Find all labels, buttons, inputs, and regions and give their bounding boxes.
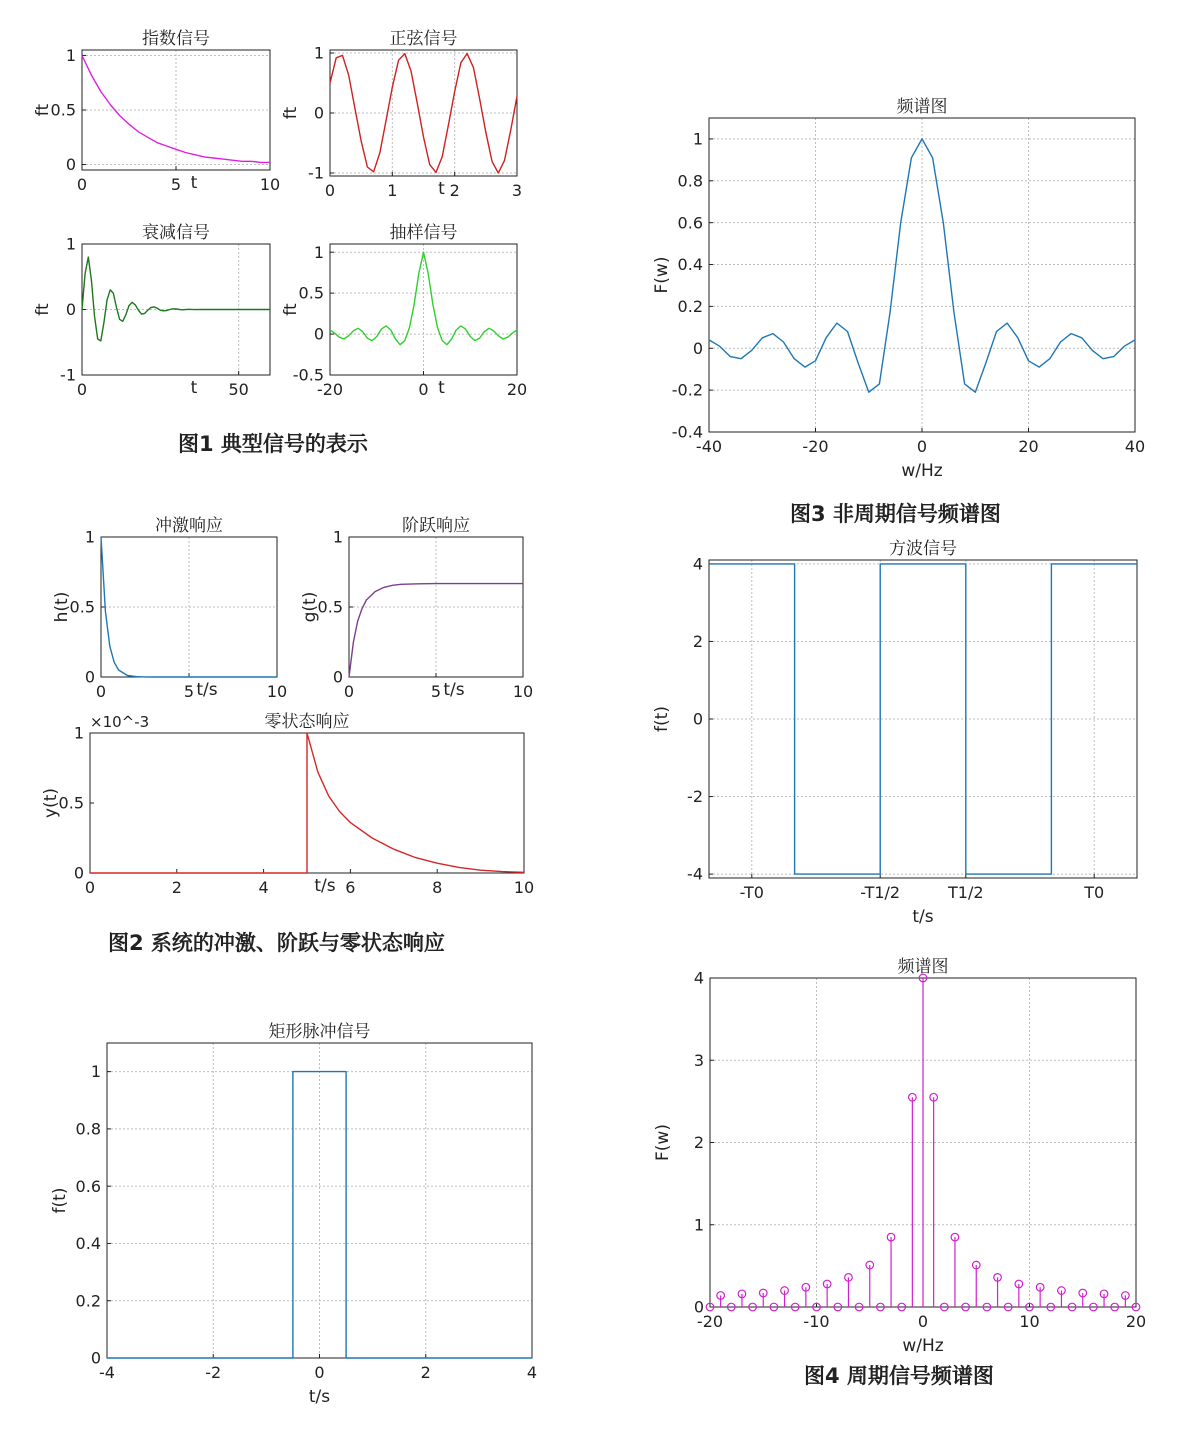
chart-title: 正弦信号 [389,29,458,49]
x-tick-label: T0 [1084,883,1105,902]
y-axis-label: F(w) [653,1124,673,1161]
x-tick-label: 0 [324,181,336,200]
x-tick-label: 0 [418,380,429,399]
x-tick-label: -20 [802,437,829,456]
chart-decay [33,223,270,399]
y-tick-label: 0.2 [75,1291,101,1311]
x-tick-label: 4 [526,1363,538,1382]
x-axis-label: t/s [912,907,934,927]
chart-impulse [52,516,287,701]
chart-title: 衰减信号 [142,223,210,243]
y-tick-label: 0.6 [75,1176,101,1196]
y-tick-label: 1 [90,1062,101,1082]
y-tick-label: -1 [308,163,324,183]
chart-step [300,516,533,701]
y-tick-label: 0.2 [677,297,703,316]
x-tick-label: 0 [314,1363,325,1382]
y-tick-label: -4 [687,864,703,884]
y-tick-label: 0 [313,324,324,344]
y-tick-label: 0.6 [677,213,703,233]
y-axis-label: y(t) [41,788,61,818]
chart-title: 方波信号 [889,539,957,559]
x-axis-label: w/Hz [901,461,943,481]
x-tick-label: 2 [420,1363,431,1382]
y-tick-label: 0 [65,155,76,175]
y-tick-label: 0 [692,338,703,358]
x-tick-label: 2 [449,181,460,200]
x-tick-label: 10 [512,682,534,701]
x-axis-label: t/s [314,876,336,896]
x-tick-label: 0 [76,175,88,194]
chart-rect [50,1022,537,1407]
y-axis-label: ft [281,303,301,316]
exponent-label: ×10^-3 [90,713,150,731]
chart-exp [33,29,280,194]
x-tick-label: 20 [1018,437,1039,456]
x-tick-label: -40 [695,437,723,456]
y-axis-label: ft [33,303,53,316]
series-line-0 [82,257,270,341]
y-tick-label: -0.5 [292,365,324,385]
y-axis-label: f(t) [50,1187,70,1214]
x-tick-label: 10 [266,682,288,701]
x-tick-label: 10 [1019,1312,1040,1331]
y-tick-label: 1 [73,723,84,743]
y-tick-label: 1 [693,1215,704,1235]
x-tick-label: 20 [1125,1312,1147,1331]
y-tick-label: 0.5 [50,100,76,120]
chart-title: 零状态响应 [264,712,350,732]
x-tick-label: 2 [171,878,182,897]
chart-title: 频谱图 [897,957,949,977]
x-tick-label: 40 [1124,437,1146,456]
x-tick-label: 0 [917,1312,929,1331]
x-tick-label: 6 [345,878,356,897]
y-tick-label: 0.5 [58,793,84,813]
x-tick-label: 0 [84,878,96,897]
x-tick-label: -20 [316,380,344,399]
y-tick-label: 1 [332,527,343,547]
x-tick-label: -4 [99,1363,115,1382]
x-tick-label: -20 [696,1312,724,1331]
x-tick-label: T1/2 [948,883,984,902]
x-tick-label: -T0 [739,883,764,902]
y-tick-label: 1 [313,242,324,262]
y-tick-label: 1 [313,43,324,63]
x-tick-label: -T1/2 [860,883,901,902]
chart-title: 指数信号 [142,29,210,49]
chart-title: 频谱图 [896,97,948,117]
x-tick-label: 5 [183,682,195,701]
fig4-caption: 图4 周期信号频谱图 [804,1364,994,1388]
y-tick-label: 0 [692,709,703,729]
x-tick-label: 4 [258,878,269,897]
x-tick-label: 10 [513,878,535,897]
y-tick-label: 0.4 [75,1234,101,1254]
x-axis-label: w/Hz [902,1336,944,1356]
chart-sine [281,29,522,200]
chart-stem [653,957,1146,1356]
chart-zerostate [41,712,534,897]
y-tick-label: 0 [693,1297,704,1317]
y-tick-label: 0.8 [75,1119,101,1139]
x-axis-label: t [438,378,445,398]
x-tick-label: 1 [387,181,398,200]
chart-title: 阶跃响应 [402,516,470,536]
y-tick-label: 0.5 [298,283,324,303]
chart-title: 抽样信号 [389,223,458,243]
y-axis-label: h(t) [52,591,72,623]
x-tick-label: 20 [506,380,528,399]
x-tick-label: 0 [343,682,355,701]
x-tick-label: -10 [803,1312,830,1331]
y-axis-label: g(t) [300,591,320,623]
y-axis-label: F(w) [652,256,672,294]
series-line-0 [90,733,524,873]
y-tick-label: 0 [65,300,76,320]
x-tick-label: 0 [916,437,928,456]
y-tick-label: 0 [84,667,95,687]
series-line-0 [330,252,517,345]
y-tick-label: 0.8 [677,171,703,191]
y-tick-label: -0.2 [671,380,703,400]
fig2-caption: 图2 系统的冲激、阶跃与零状态响应 [108,931,445,955]
x-tick-label: 10 [259,175,281,194]
y-tick-label: 1 [65,234,76,254]
fig1-caption: 图1 典型信号的表示 [178,432,368,456]
chart-title: 冲激响应 [155,516,223,536]
y-tick-label: 1 [65,46,76,66]
y-tick-label: 2 [692,632,703,652]
chart-title: 矩形脉冲信号 [268,1022,371,1042]
x-tick-label: 50 [228,380,249,399]
y-tick-label: 0.5 [317,597,343,617]
y-tick-label: 0 [90,1348,101,1368]
y-tick-label: 0 [73,863,84,883]
y-axis-label: ft [281,106,301,120]
x-tick-label: 3 [511,181,523,200]
x-tick-label: 5 [170,175,182,194]
x-axis-label: t/s [443,680,465,700]
x-tick-label: 5 [430,682,442,701]
y-tick-label: -1 [60,365,76,385]
chart-spectrum [652,97,1145,481]
y-tick-label: 0 [313,103,324,123]
x-tick-label: 8 [432,878,443,897]
x-axis-label: t [190,378,198,398]
y-tick-label: 0 [332,667,343,687]
y-axis-label: f(t) [652,706,672,732]
y-tick-label: 1 [84,527,95,547]
y-tick-label: -0.4 [671,422,703,442]
y-tick-label: 4 [693,968,704,988]
fig3-caption: 图3 非周期信号频谱图 [790,502,1001,526]
y-tick-label: 4 [692,554,703,574]
x-tick-label: -2 [205,1363,222,1382]
chart-square [652,539,1137,927]
x-axis-label: t/s [308,1387,331,1407]
y-axis-label: ft [33,103,53,117]
chart-sa [281,223,527,399]
y-tick-label: 0.4 [677,255,703,275]
x-axis-label: t [438,179,445,199]
x-tick-label: 0 [76,380,88,399]
x-tick-label: 0 [95,682,107,701]
x-axis-label: t [190,173,198,193]
y-tick-label: 3 [693,1050,704,1070]
y-tick-label: 0.5 [69,597,95,617]
y-tick-label: -2 [687,787,703,807]
y-tick-label: 2 [693,1133,704,1153]
x-axis-label: t/s [196,680,218,700]
y-tick-label: 1 [692,129,703,149]
